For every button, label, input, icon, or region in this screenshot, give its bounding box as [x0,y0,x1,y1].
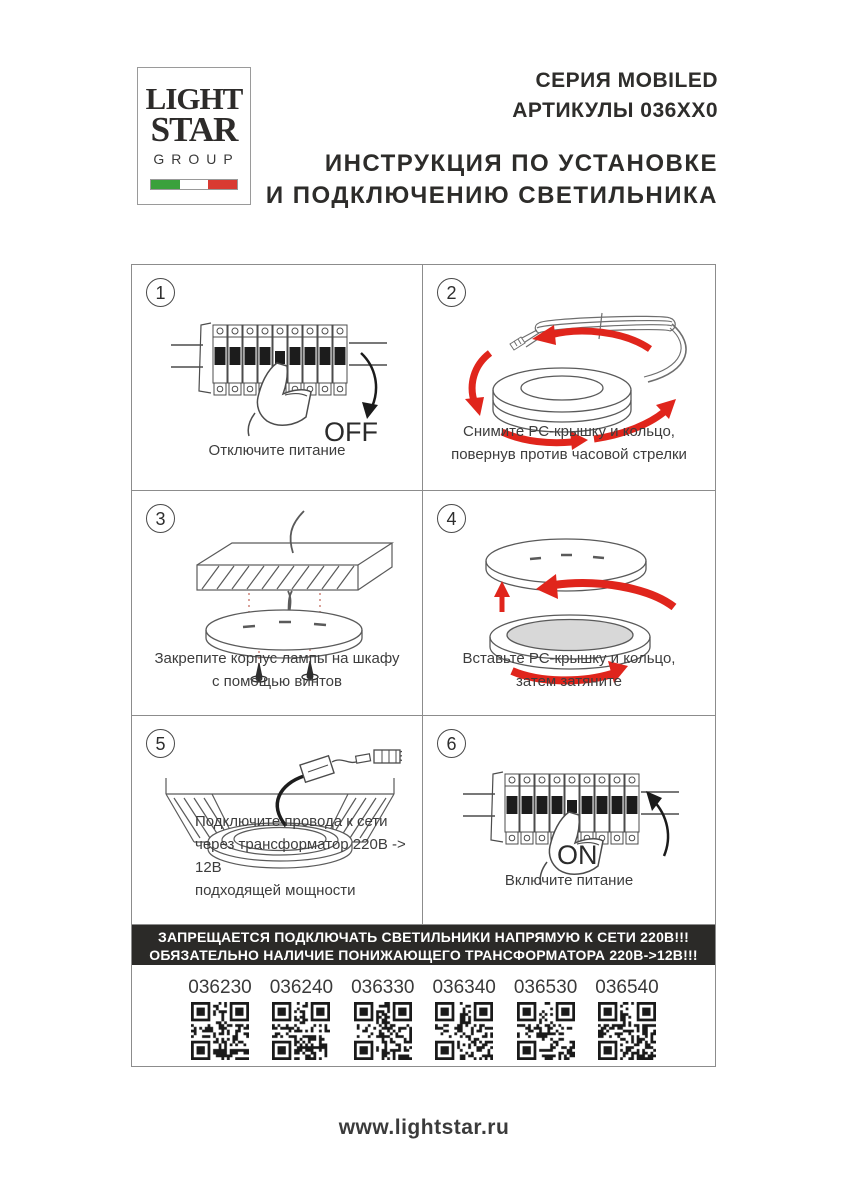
warning-line1: ЗАПРЕЩАЕТСЯ ПОДКЛЮЧАТЬ СВЕТИЛЬНИКИ НАПРЯМУЮ К СЕТИ 220В!!! [158,929,689,945]
logo-word-star: STAR [150,110,238,149]
step-cell-4 [423,491,715,716]
step-number-badge: 6 [437,729,466,758]
step-number-badge: 3 [146,504,175,533]
warning-banner [132,925,715,965]
on-label: ON [557,840,598,870]
instruction-grid [131,264,716,1067]
article-number: 036530 [513,977,578,998]
italian-flag-icon [150,179,238,190]
terminal-block-icon [356,750,402,763]
article-item [184,977,256,1066]
step-cell-3 [132,491,423,716]
qr-code [517,1002,575,1060]
qr-code [598,1002,656,1060]
step-caption: Включите питание [504,872,634,889]
step-number-badge: 5 [146,729,175,758]
flag-red-segment [208,180,237,189]
qr-code [191,1002,249,1060]
page-title-line1: ИНСТРУКЦИЯ ПО УСТАНОВКЕ [324,150,718,177]
logo-word-light: LIGHT [145,81,243,116]
warning-line2: ОБЯЗАТЕЛЬНО НАЛИЧИЕ ПОНИЖАЮЩЕГО ТРАНСФОРМАТОРА 220В->12В!!! [149,947,698,963]
article-number: 036340 [432,977,496,998]
step-caption: Закрепите корпус лампы на шкафу с помощью винтов [154,650,400,690]
step-cell-5 [132,716,423,925]
connector-wire [332,760,358,762]
article-item [428,977,500,1066]
step-caption: Отключите питание [208,442,346,459]
step-cell-6 [423,716,715,925]
qr-code [435,1002,493,1060]
step-number-badge: 1 [146,278,175,307]
article-number: 036540 [595,977,659,998]
article-item [347,977,419,1066]
transformer-icon [300,756,334,782]
header [266,66,718,212]
switch-up-arrow-icon [646,791,668,856]
article-number: 036230 [188,977,252,998]
switch-down-arrow-icon [361,353,378,419]
step-cell-2 [423,265,715,491]
flag-green-segment [151,180,180,189]
articles-title: АРТИКУЛЫ 036XX0 [512,99,718,122]
step-cell-1 [132,265,423,491]
step-caption: Вставьте РС-крышку и кольцо, затем затяните [462,650,676,690]
step-caption: Подключите провода к сети через трансформатор 220В -> 12В подходящей мощности [195,813,406,899]
page-title-line2: И ПОДКЛЮЧЕНИЮ СВЕТИЛЬНИКА [265,182,718,209]
articles-row [132,965,715,1066]
lightstar-logo [137,67,251,205]
qr-code [354,1002,412,1060]
article-number: 036240 [269,977,334,998]
qr-code [272,1002,330,1060]
article-item [591,977,663,1066]
article-number: 036330 [351,977,415,998]
article-item [510,977,582,1066]
footer-url: www.lightstar.ru [338,1116,510,1139]
step-number-badge: 4 [437,504,466,533]
logo-word-group: GROUP [153,151,240,167]
series-title: СЕРИЯ MOBILED [535,69,718,92]
article-item [265,977,337,1066]
off-label: OFF [324,417,378,447]
page-title [266,148,718,212]
cabinet-board [197,543,392,590]
step-caption: Снимите РС-крышку и кольцо, повернув против часовой стрелки [451,423,687,463]
step-number-badge: 2 [437,278,466,307]
flag-white-segment [180,180,209,189]
